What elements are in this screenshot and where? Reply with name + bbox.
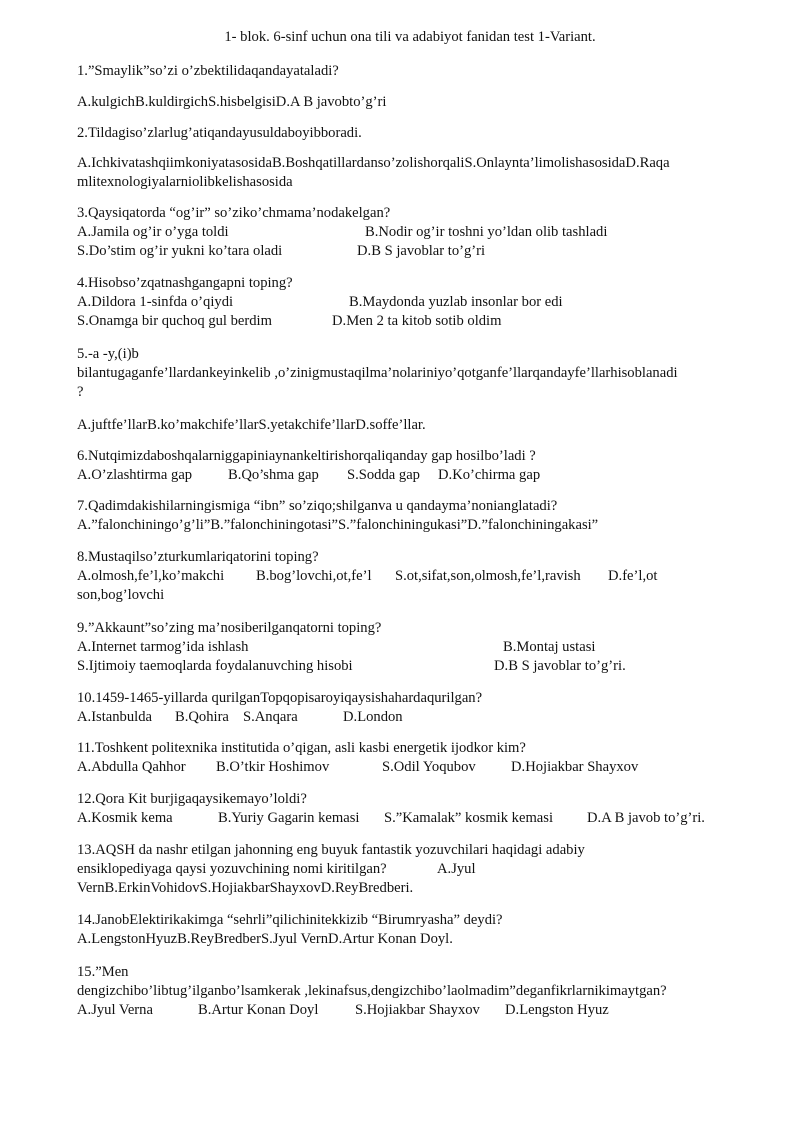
question-15 [77, 963, 747, 1020]
option-a: A.Jyul Verna [77, 1002, 153, 1018]
option-b: B.bog’lovchi,ot,fe’l [256, 568, 372, 584]
question-text: 1.”Smaylik”so’zi o’zbektilidaqandayataladi? [77, 63, 339, 79]
options-row [77, 758, 747, 777]
question-text-line-2: dengizchibo’libtug’ilganbo’lsamkerak ,lekinafsus,dengizchibo’laolmadim”deganfikrlarnikimaytgan? [77, 983, 667, 999]
option-d: D.Men 2 ta kitob sotib oldim [332, 313, 502, 329]
question-text: 9.”Akkaunt”so’zing ma’nosiberilganqatorni toping? [77, 620, 382, 636]
options-row-2 [77, 242, 747, 261]
option-a: A.Abdulla Qahhor [77, 759, 186, 775]
options-row-1 [77, 223, 747, 242]
option-a: A.Kosmik kema [77, 810, 173, 826]
question-14 [77, 911, 747, 949]
question-4 [77, 274, 747, 331]
option-a: A.olmosh,fe’l,ko’makchi [77, 568, 225, 584]
question-9 [77, 619, 747, 676]
question-text: 12.Qora Kit burjigaqaysikemayo’loldi? [77, 791, 307, 807]
question-text: 10.1459-1465-yillarda qurilganTopqopisaroyiqaysishahardaqurilgan? [77, 690, 483, 706]
option-s: S.Do’stim og’ir yukni ko’tara oladi [77, 243, 283, 259]
option-s: S.Ijtimoiy taemoqlarda foydalanuvching hisobi [77, 658, 353, 674]
question-text-continued: ensiklopediyaga qaysi yozuvchining nomi kiritilgan? [77, 861, 387, 877]
option-b: B.Montaj ustasi [503, 639, 596, 655]
question-2-options [77, 154, 747, 192]
options-row [77, 1001, 747, 1020]
option-d: D.Hojiakbar Shayxov [511, 759, 639, 775]
option-d: D.London [343, 709, 403, 725]
option-s: S.Sodda gap [347, 467, 420, 483]
option-s: S.Onamga bir quchoq gul berdim [77, 313, 272, 329]
question-text-line-1: 15.”Men [77, 964, 129, 980]
option-d: D.B S javoblar to’g’ri. [494, 658, 626, 674]
question-text: 14.JanobElektirikakimga “sehrli”qilichinitekkizib “Birumryasha” deydi? [77, 912, 503, 928]
options-text: A.LengstonHyuzB.ReyBredberS.Jyul VernD.Artur Konan Doyl. [77, 931, 453, 947]
option-s: S.Hojiakbar Shayxov [355, 1002, 480, 1018]
option-a: A.Jyul [437, 861, 476, 877]
question-text: 7.Qadimdakishilarningismiga “ibn” so’ziqo;shilganva u qandayma’nonianglatadi? [77, 498, 558, 514]
options-text-line-2: mlitexnologiyalarniolibkelishasosida [77, 174, 293, 190]
option-a: A.Dildora 1-sinfda o’qiydi [77, 294, 234, 310]
options-row [77, 567, 747, 586]
question-text: 11.Toshkent politexnika institutida o’qigan, asli kasbi energetik ijodkor kim? [77, 740, 526, 756]
question-3 [77, 204, 747, 261]
option-s: S.Odil Yoqubov [382, 759, 476, 775]
question-7 [77, 497, 747, 535]
options-text: A.”falonchiningo’g’li”B.”falonchiningotasi”S.”falonchiningukasi”D.”falonchiningakasi” [77, 517, 599, 533]
question-5 [77, 345, 747, 402]
option-b: B.Yuriy Gagarin kemasi [218, 810, 360, 826]
question-11 [77, 739, 747, 777]
option-d: D.Ko’chirma gap [438, 467, 541, 483]
question-text-line-1: 5.-a -y,(i)b [77, 346, 139, 362]
options-text-line-1: A.IchkivatashqiimkoniyatasosidaB.Boshqatillardanso’zolishorqaliS.Onlaynta’limolishasosidaD.Raqa [77, 155, 670, 171]
options-row-1 [77, 293, 747, 312]
question-8 [77, 548, 747, 605]
option-a: A.Internet tarmog’ida ishlash [77, 639, 249, 655]
option-d: D.Lengston Hyuz [505, 1002, 609, 1018]
options-text: A.juftfe’llarB.ko’makchife’llarS.yetakchife’llarD.soffe’llar. [77, 417, 426, 433]
question-2 [77, 124, 747, 143]
options-row [77, 809, 747, 828]
options-row-2 [77, 312, 747, 331]
option-d: D.A B javob to’g’ri. [587, 810, 705, 826]
options-text: VernB.ErkinVohidovS.HojiakbarShayxovD.ReyBredberi. [77, 880, 414, 896]
option-b: B.Artur Konan Doyl [198, 1002, 319, 1018]
question-1 [77, 62, 747, 81]
question-text: 4.Hisobso’zqatnashgangapni toping? [77, 275, 293, 291]
option-a: A.Istanbulda [77, 709, 152, 725]
option-s: S.”Kamalak” kosmik kemasi [384, 810, 554, 826]
question-1-options [77, 93, 747, 112]
document-title: 1- blok. 6-sinf uchun ona tili va adabiyot fanidan test 1-Variant. [224, 29, 596, 45]
question-12 [77, 790, 747, 828]
question-5-options [77, 416, 747, 435]
option-d-continued: son,bog’lovchi [77, 587, 165, 603]
option-b: B.Qo’shma gap [228, 467, 319, 483]
question-text-line-2 [77, 860, 747, 879]
question-text-line-2: bilantugaganfe’llardankeyinkelib ,o’zinigmustaqilma’nolariniyo’qotganfe’llarqandayfe’llarhisoblanadi [77, 365, 678, 381]
option-a: A.O’zlashtirma gap [77, 467, 193, 483]
option-d: D.B S javoblar to’g’ri [357, 243, 486, 259]
question-text-line-3: ? [77, 384, 84, 400]
option-b: B.O’tkir Hoshimov [216, 759, 330, 775]
options-text: A.kulgichB.kuldirgichS.hisbelgisiD.A B javobto’g’ri [77, 94, 387, 110]
question-10 [77, 689, 747, 727]
option-a: A.Jamila og’ir o’yga toldi [77, 224, 229, 240]
options-row [77, 466, 747, 485]
question-text: 3.Qaysiqatorda “og’ir” so’ziko’chmama’nodakelgan? [77, 205, 391, 221]
question-text: 8.Mustaqilso’zturkumlariqatorini toping? [77, 549, 319, 565]
options-row-1 [77, 638, 747, 657]
option-s: S.ot,sifat,son,olmosh,fe’l,ravish [395, 568, 581, 584]
question-text: 2.Tildagiso’zlarlug’atiqandayusuldaboyibboradi. [77, 125, 362, 141]
question-13 [77, 841, 747, 898]
options-row [77, 708, 747, 727]
option-b: B.Nodir og’ir toshni yo’ldan olib tashladi [365, 224, 608, 240]
option-b: B.Qohira [175, 709, 229, 725]
question-6 [77, 447, 747, 485]
question-text-line-1: 13.AQSH da nashr etilgan jahonning eng buyuk fantastik yozuvchilari haqidagi adabiy [77, 842, 585, 858]
option-b: B.Maydonda yuzlab insonlar bor edi [349, 294, 563, 310]
option-s: S.Anqara [243, 709, 298, 725]
option-d: D.fe’l,ot [608, 568, 658, 584]
options-row-2 [77, 657, 747, 676]
question-text: 6.Nutqimizdaboshqalarniggapiniaynankeltirishorqaliqanday gap hosilbo’ladi ? [77, 448, 536, 464]
